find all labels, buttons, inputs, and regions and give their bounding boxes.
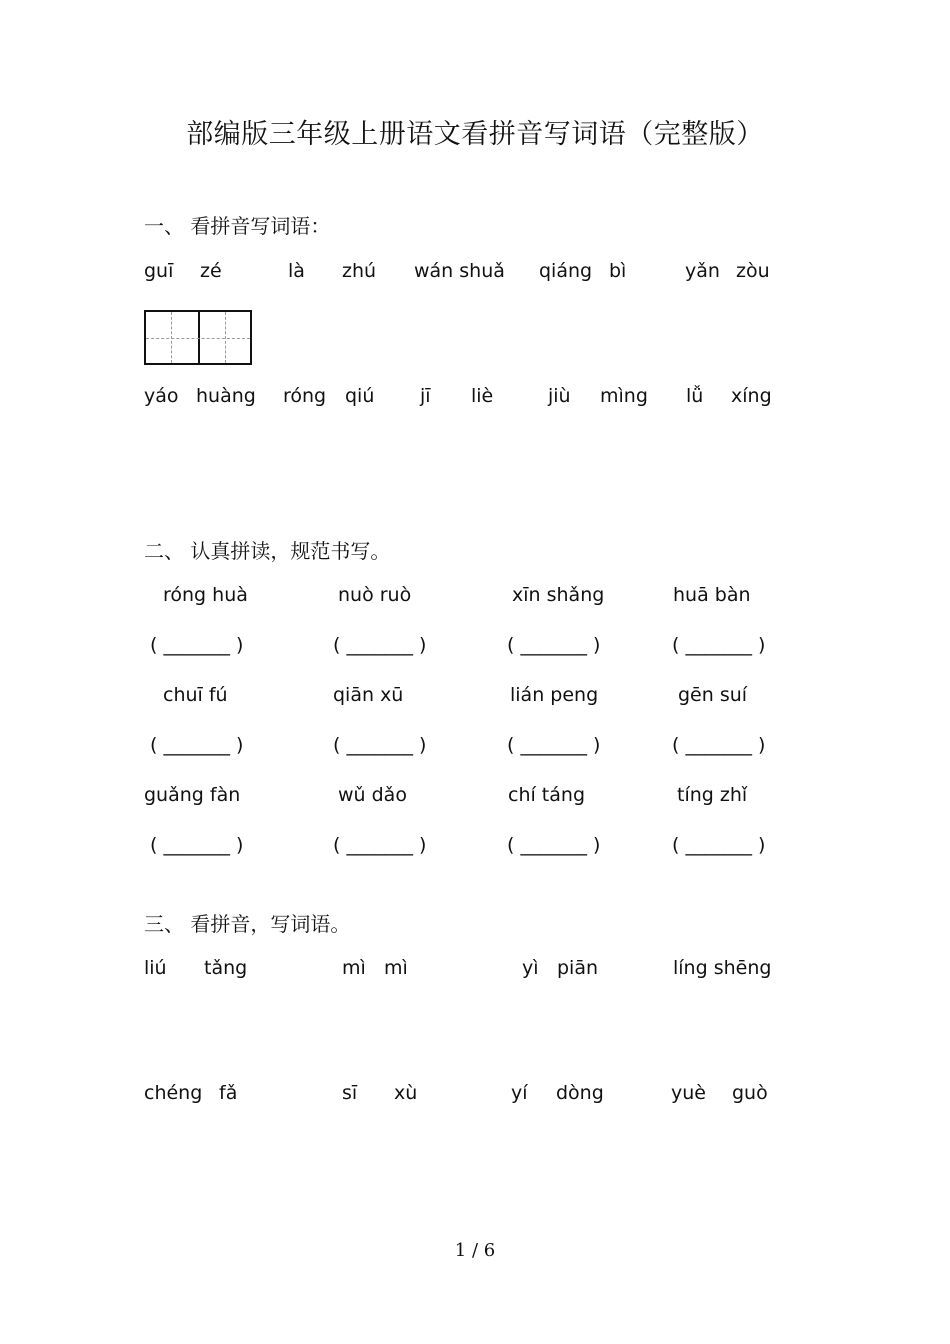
- pinyin-syllable: dòng: [556, 1082, 604, 1104]
- answer-blank[interactable]: ( _______ ): [333, 634, 427, 656]
- pinyin-syllable: tǎng: [204, 957, 248, 979]
- page-title: 部编版三年级上册语文看拼音写词语（完整版）: [186, 119, 764, 150]
- section-1-heading: 一、 看拼音写词语：: [144, 214, 331, 238]
- pinyin-word: nuò ruò: [338, 584, 412, 606]
- pinyin-syllable: qiú: [345, 385, 375, 407]
- answer-blank[interactable]: ( _______ ): [150, 634, 244, 656]
- pinyin-word: qiān xū: [333, 684, 404, 706]
- grid-guide-line: [171, 312, 172, 363]
- pinyin-word: lián peng: [510, 684, 599, 706]
- pinyin-syllable: zhú: [342, 260, 377, 282]
- answer-blank[interactable]: ( _______ ): [507, 834, 601, 856]
- pinyin-syllable: là: [288, 260, 305, 282]
- answer-blank[interactable]: ( _______ ): [507, 634, 601, 656]
- pinyin-syllable: mì: [342, 957, 366, 979]
- pinyin-syllable: zé: [200, 260, 222, 282]
- pinyin-syllable: guò: [732, 1082, 768, 1104]
- pinyin-syllable: jiù: [548, 385, 571, 407]
- pinyin-syllable: piān: [557, 957, 599, 979]
- pinyin-word: tíng zhǐ: [677, 784, 748, 806]
- pinyin-syllable: yuè: [671, 1082, 706, 1104]
- pinyin-word: chí táng: [508, 784, 586, 806]
- pinyin-syllable: guī: [144, 260, 174, 282]
- answer-blank[interactable]: ( _______ ): [672, 734, 766, 756]
- pinyin-syllable: xíng: [731, 385, 772, 407]
- pinyin-word: róng huà: [163, 584, 248, 606]
- pinyin-syllable: jī: [420, 385, 431, 407]
- answer-blank[interactable]: ( _______ ): [150, 834, 244, 856]
- pinyin-syllable: wán shuǎ: [414, 260, 505, 282]
- answer-blank[interactable]: ( _______ ): [333, 734, 427, 756]
- pinyin-syllable: zòu: [736, 260, 770, 282]
- answer-blank[interactable]: ( _______ ): [333, 834, 427, 856]
- section-3-heading: 三、 看拼音，写词语。: [144, 912, 351, 936]
- grid-guide-line: [146, 338, 250, 339]
- pinyin-syllable: chéng: [144, 1082, 203, 1104]
- pinyin-syllable: sī: [342, 1082, 358, 1104]
- pinyin-word: huā bàn: [673, 584, 751, 606]
- pinyin-syllable: bì: [609, 260, 627, 282]
- pinyin-syllable: liú: [144, 957, 167, 979]
- pinyin-syllable: xù: [394, 1082, 418, 1104]
- pinyin-syllable: liè: [471, 385, 494, 407]
- pinyin-word: chuī fú: [163, 684, 228, 706]
- pinyin-syllable: róng: [283, 385, 327, 407]
- tianzige-writing-grid[interactable]: [144, 310, 252, 365]
- pinyin-word: xīn shǎng: [512, 584, 605, 606]
- pinyin-syllable: lǚ: [686, 385, 704, 407]
- page-number: 1 / 6: [454, 1240, 496, 1261]
- pinyin-syllable: yì: [522, 957, 539, 979]
- pinyin-syllable: huàng: [196, 385, 256, 407]
- pinyin-syllable: yǎn: [685, 260, 720, 282]
- pinyin-word: gēn suí: [678, 684, 748, 706]
- pinyin-word: wǔ dǎo: [338, 784, 407, 806]
- pinyin-syllable: qiáng: [539, 260, 593, 282]
- answer-blank[interactable]: ( _______ ): [507, 734, 601, 756]
- pinyin-syllable: mìng: [600, 385, 648, 407]
- pinyin-syllable: fǎ: [219, 1082, 238, 1104]
- pinyin-syllable: yáo: [144, 385, 179, 407]
- answer-blank[interactable]: ( _______ ): [150, 734, 244, 756]
- pinyin-syllable: líng shēng: [673, 957, 772, 979]
- grid-guide-line: [225, 312, 226, 363]
- section-2-heading: 二、 认真拼读，规范书写。: [144, 539, 391, 563]
- pinyin-word: guǎng fàn: [144, 784, 241, 806]
- answer-blank[interactable]: ( _______ ): [672, 834, 766, 856]
- answer-blank[interactable]: ( _______ ): [672, 634, 766, 656]
- pinyin-syllable: mì: [384, 957, 408, 979]
- pinyin-syllable: yí: [511, 1082, 528, 1104]
